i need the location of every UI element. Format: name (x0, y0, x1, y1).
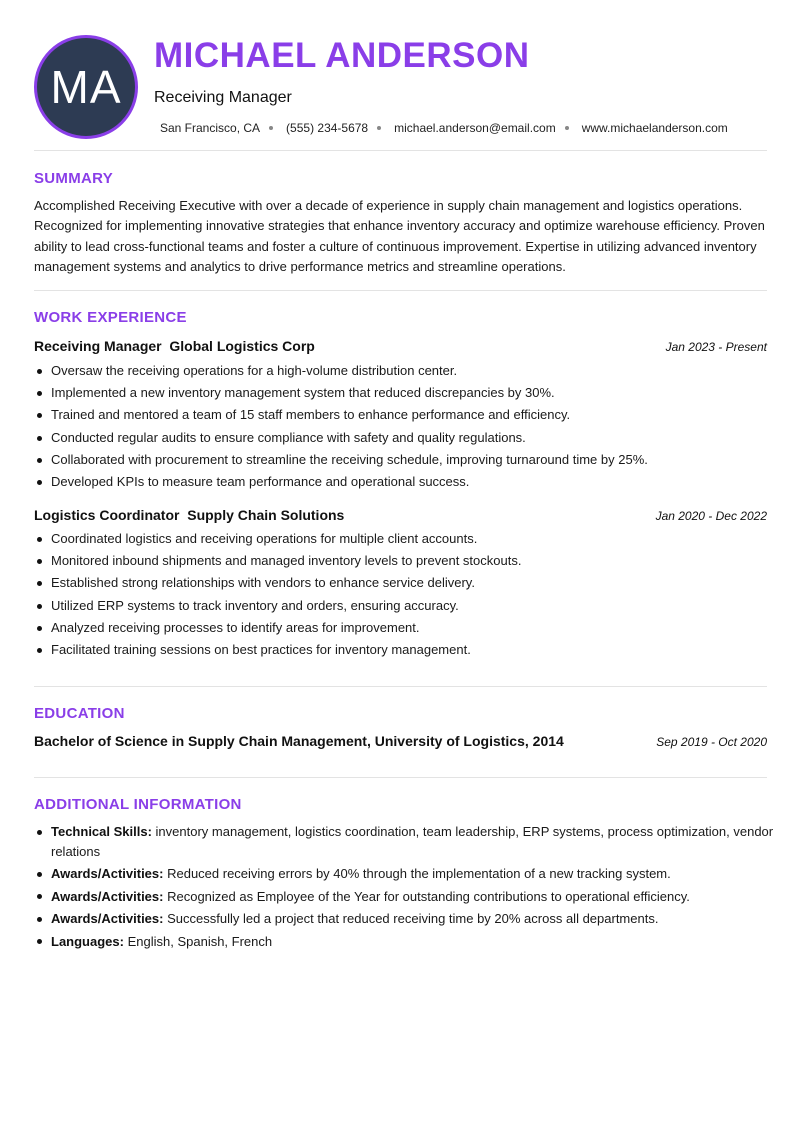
info-text: inventory management, logistics coordination, team leadership, ERP systems, process optimization, vendor relations (51, 824, 774, 859)
contact-phone: (555) 234-5678 (286, 121, 369, 135)
list-item: Collaborated with procurement to streamline the receiving schedule, improving turnaround time by 25%. (34, 449, 774, 471)
contact-bar (160, 121, 728, 135)
summary-heading: SUMMARY (34, 170, 114, 187)
section-divider (34, 777, 767, 778)
job-dates: Jan 2023 - Present (665, 340, 767, 354)
section-divider (34, 686, 767, 687)
list-item (34, 909, 774, 929)
candidate-title: Receiving Manager (154, 89, 292, 106)
list-item (34, 822, 774, 861)
list-item: Coordinated logistics and receiving operations for multiple client accounts. (34, 528, 774, 550)
list-item: Developed KPIs to measure team performance and operational success. (34, 471, 774, 493)
contact-website[interactable]: www.michaelanderson.com (581, 121, 728, 135)
list-item (34, 887, 774, 907)
list-item: Conducted regular audits to ensure compliance with safety and quality regulations. (34, 427, 774, 449)
info-label: Technical Skills: (51, 824, 152, 839)
list-item: Utilized ERP systems to track inventory and orders, ensuring accuracy. (34, 595, 774, 617)
list-item: Analyzed receiving processes to identify areas for improvement. (34, 617, 774, 639)
list-item (34, 932, 774, 952)
job-role-company: Receiving Manager Global Logistics Corp (34, 338, 315, 354)
summary-text: Accomplished Receiving Executive with over a decade of experience in supply chain management and logistics operations. Recognized for implementing innovative strategies that enhance inventory accuracy and optimize warehouse efficiency. Proven ability to lead cross-functional teams and foster a culture of continuous improvement. Expertise in utilizing advanced inventory management systems and analytics to drive performance metrics and streamline operations. (34, 198, 765, 274)
list-item: Monitored inbound shipments and managed inventory levels to prevent stockouts. (34, 550, 774, 572)
contact-separator-dot (377, 126, 381, 130)
additional-info-list (34, 822, 774, 954)
contact-separator-dot (565, 126, 569, 130)
info-label: Languages: (51, 933, 124, 949)
job-header (34, 507, 767, 523)
section-divider (34, 290, 767, 291)
job-dates: Jan 2020 - Dec 2022 (655, 509, 767, 523)
list-item (34, 864, 774, 884)
education-degree: Bachelor of Science in Supply Chain Management, University of Logistics, 2014 (34, 733, 564, 749)
job-bullet-list (34, 528, 774, 661)
list-item: Established strong relationships with vendors to enhance service delivery. (34, 572, 774, 594)
info-label: Awards/Activities: (51, 888, 164, 904)
work-experience-heading: WORK EXPERIENCE (34, 309, 187, 326)
info-label: Awards/Activities: (51, 911, 164, 926)
contact-separator-dot (269, 126, 273, 130)
candidate-name: MICHAEL ANDERSON (154, 36, 530, 75)
info-label: Awards/Activities: (51, 866, 164, 881)
education-heading: EDUCATION (34, 705, 125, 722)
list-item: Oversaw the receiving operations for a high-volume distribution center. (34, 360, 774, 382)
avatar-initials: MA (50, 61, 122, 113)
avatar (34, 35, 138, 139)
list-item: Implemented a new inventory management system that reduced discrepancies by 30%. (34, 382, 774, 404)
section-divider (34, 150, 767, 151)
job-role-company: Logistics Coordinator Supply Chain Solutions (34, 507, 345, 523)
info-text: Successfully led a project that reduced receiving time by 20% across all departments. (167, 911, 659, 926)
info-text: Recognized as Employee of the Year for outstanding contributions to operational efficiency. (167, 888, 690, 904)
contact-email[interactable]: michael.anderson@email.com (394, 121, 556, 135)
contact-location: San Francisco, CA (160, 121, 261, 135)
education-dates: Sep 2019 - Oct 2020 (656, 735, 767, 749)
job-bullet-list (34, 360, 774, 493)
additional-information-heading: ADDITIONAL INFORMATION (34, 796, 242, 813)
education-entry (34, 733, 767, 749)
info-text: Reduced receiving errors by 40% through the implementation of a new tracking system. (167, 866, 671, 881)
list-item: Trained and mentored a team of 15 staff members to enhance performance and efficiency. (34, 404, 774, 426)
info-text: English, Spanish, French (127, 933, 273, 949)
job-header (34, 338, 767, 354)
list-item: Facilitated training sessions on best practices for inventory management. (34, 639, 774, 661)
